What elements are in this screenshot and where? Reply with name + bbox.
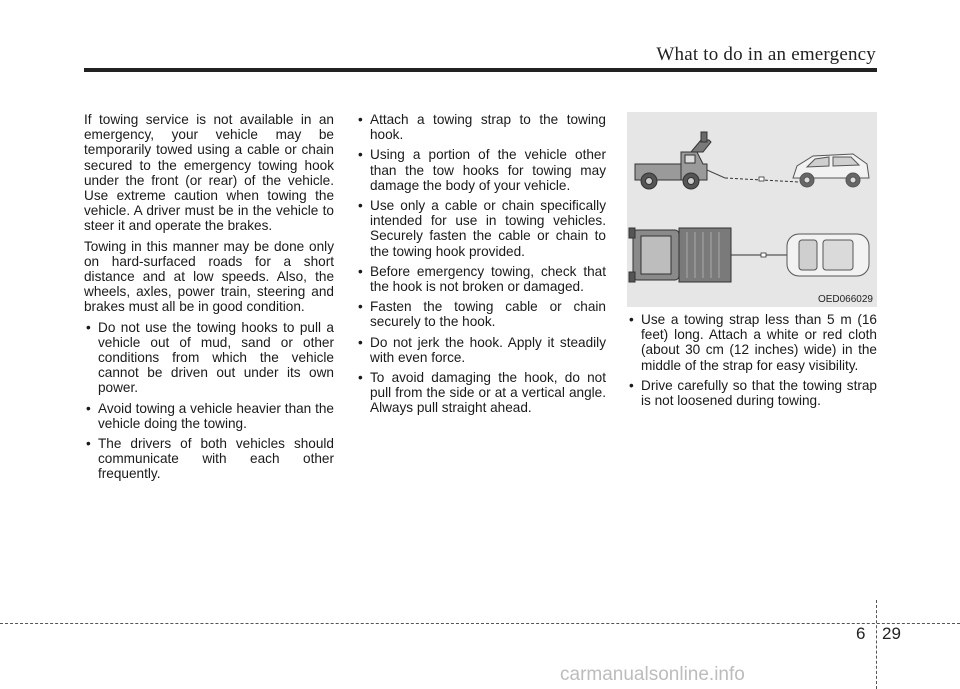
col3-bullet-list (627, 312, 877, 408)
list-item: • Drive carefully so that the towing strap is not loosened during towing. (627, 378, 877, 408)
list-item: • Attach a towing strap to the towing hook. (356, 112, 606, 142)
column-2 (356, 112, 606, 421)
list-item: • Do not use the towing hooks to pull a vehicle out of mud, sand or other conditions from which the vehicle cannot be driven out under its own power. (84, 320, 334, 396)
figure-code: OED066029 (817, 294, 873, 305)
list-item: • Before emergency towing, check that the hook is not broken or damaged. (356, 264, 606, 294)
towed-car-top-view (787, 234, 869, 276)
section-title: What to do in an emergency (656, 44, 876, 65)
towed-car-side-view (793, 154, 869, 187)
footer-rule (0, 623, 960, 624)
tow-truck-side-view (635, 132, 725, 189)
list-item: • Avoid towing a vehicle heavier than the vehicle doing the towing. (84, 401, 334, 431)
list-item: • The drivers of both vehicles should communicate with each other frequently. (84, 436, 334, 482)
col1-bullet-list (84, 320, 334, 482)
road-conditions-paragraph: Towing in this manner may be done only on hard-surfaced roads for a short distance and at low speeds. Also, the wheels, axles, power train, steering and brakes must all be in good condition. (84, 238, 334, 315)
strap-marker-cloth-top (761, 253, 766, 257)
page-divider (876, 600, 877, 689)
list-item: • Do not jerk the hook. Apply it steadily with even force. (356, 335, 606, 365)
chapter-number: 6 (856, 624, 866, 643)
col2-bullet-list (356, 112, 606, 416)
list-item: • Using a portion of the vehicle other than the tow hooks for towing may damage the body of your vehicle. (356, 147, 606, 193)
strap-marker-cloth (759, 177, 764, 181)
tow-truck-top-view (629, 228, 731, 282)
intro-paragraph: If towing service is not available in an emergency, your vehicle may be temporarily towed using a cable or chain secured to the emergency towing hook under the front (or rear) of the vehicle. Use extreme caution when towing the vehicle. A driver must be in the vehicle to steer it and operate the brakes. (84, 112, 334, 234)
list-item: • Use only a cable or chain specifically intended for use in towing vehicles. Securely fasten the cable or chain to the towing hook provided. (356, 198, 606, 259)
column-1 (84, 112, 334, 487)
header-rule (84, 68, 877, 72)
list-item: • Use a towing strap less than 5 m (16 feet) long. Attach a white or red cloth (about 30 cm (12 inches) wide) in the middle of the strap for easy visibility. (627, 312, 877, 373)
list-item: • Fasten the towing cable or chain securely to the hook. (356, 299, 606, 329)
page-number: 29 (882, 624, 901, 643)
towing-diagram (627, 112, 877, 307)
watermark: carmanualsonline.info (560, 664, 745, 685)
towing-illustration (627, 112, 877, 307)
column-3 (627, 312, 877, 413)
list-item: • To avoid damaging the hook, do not pull from the side or at a vertical angle. Always pull straight ahead. (356, 370, 606, 416)
